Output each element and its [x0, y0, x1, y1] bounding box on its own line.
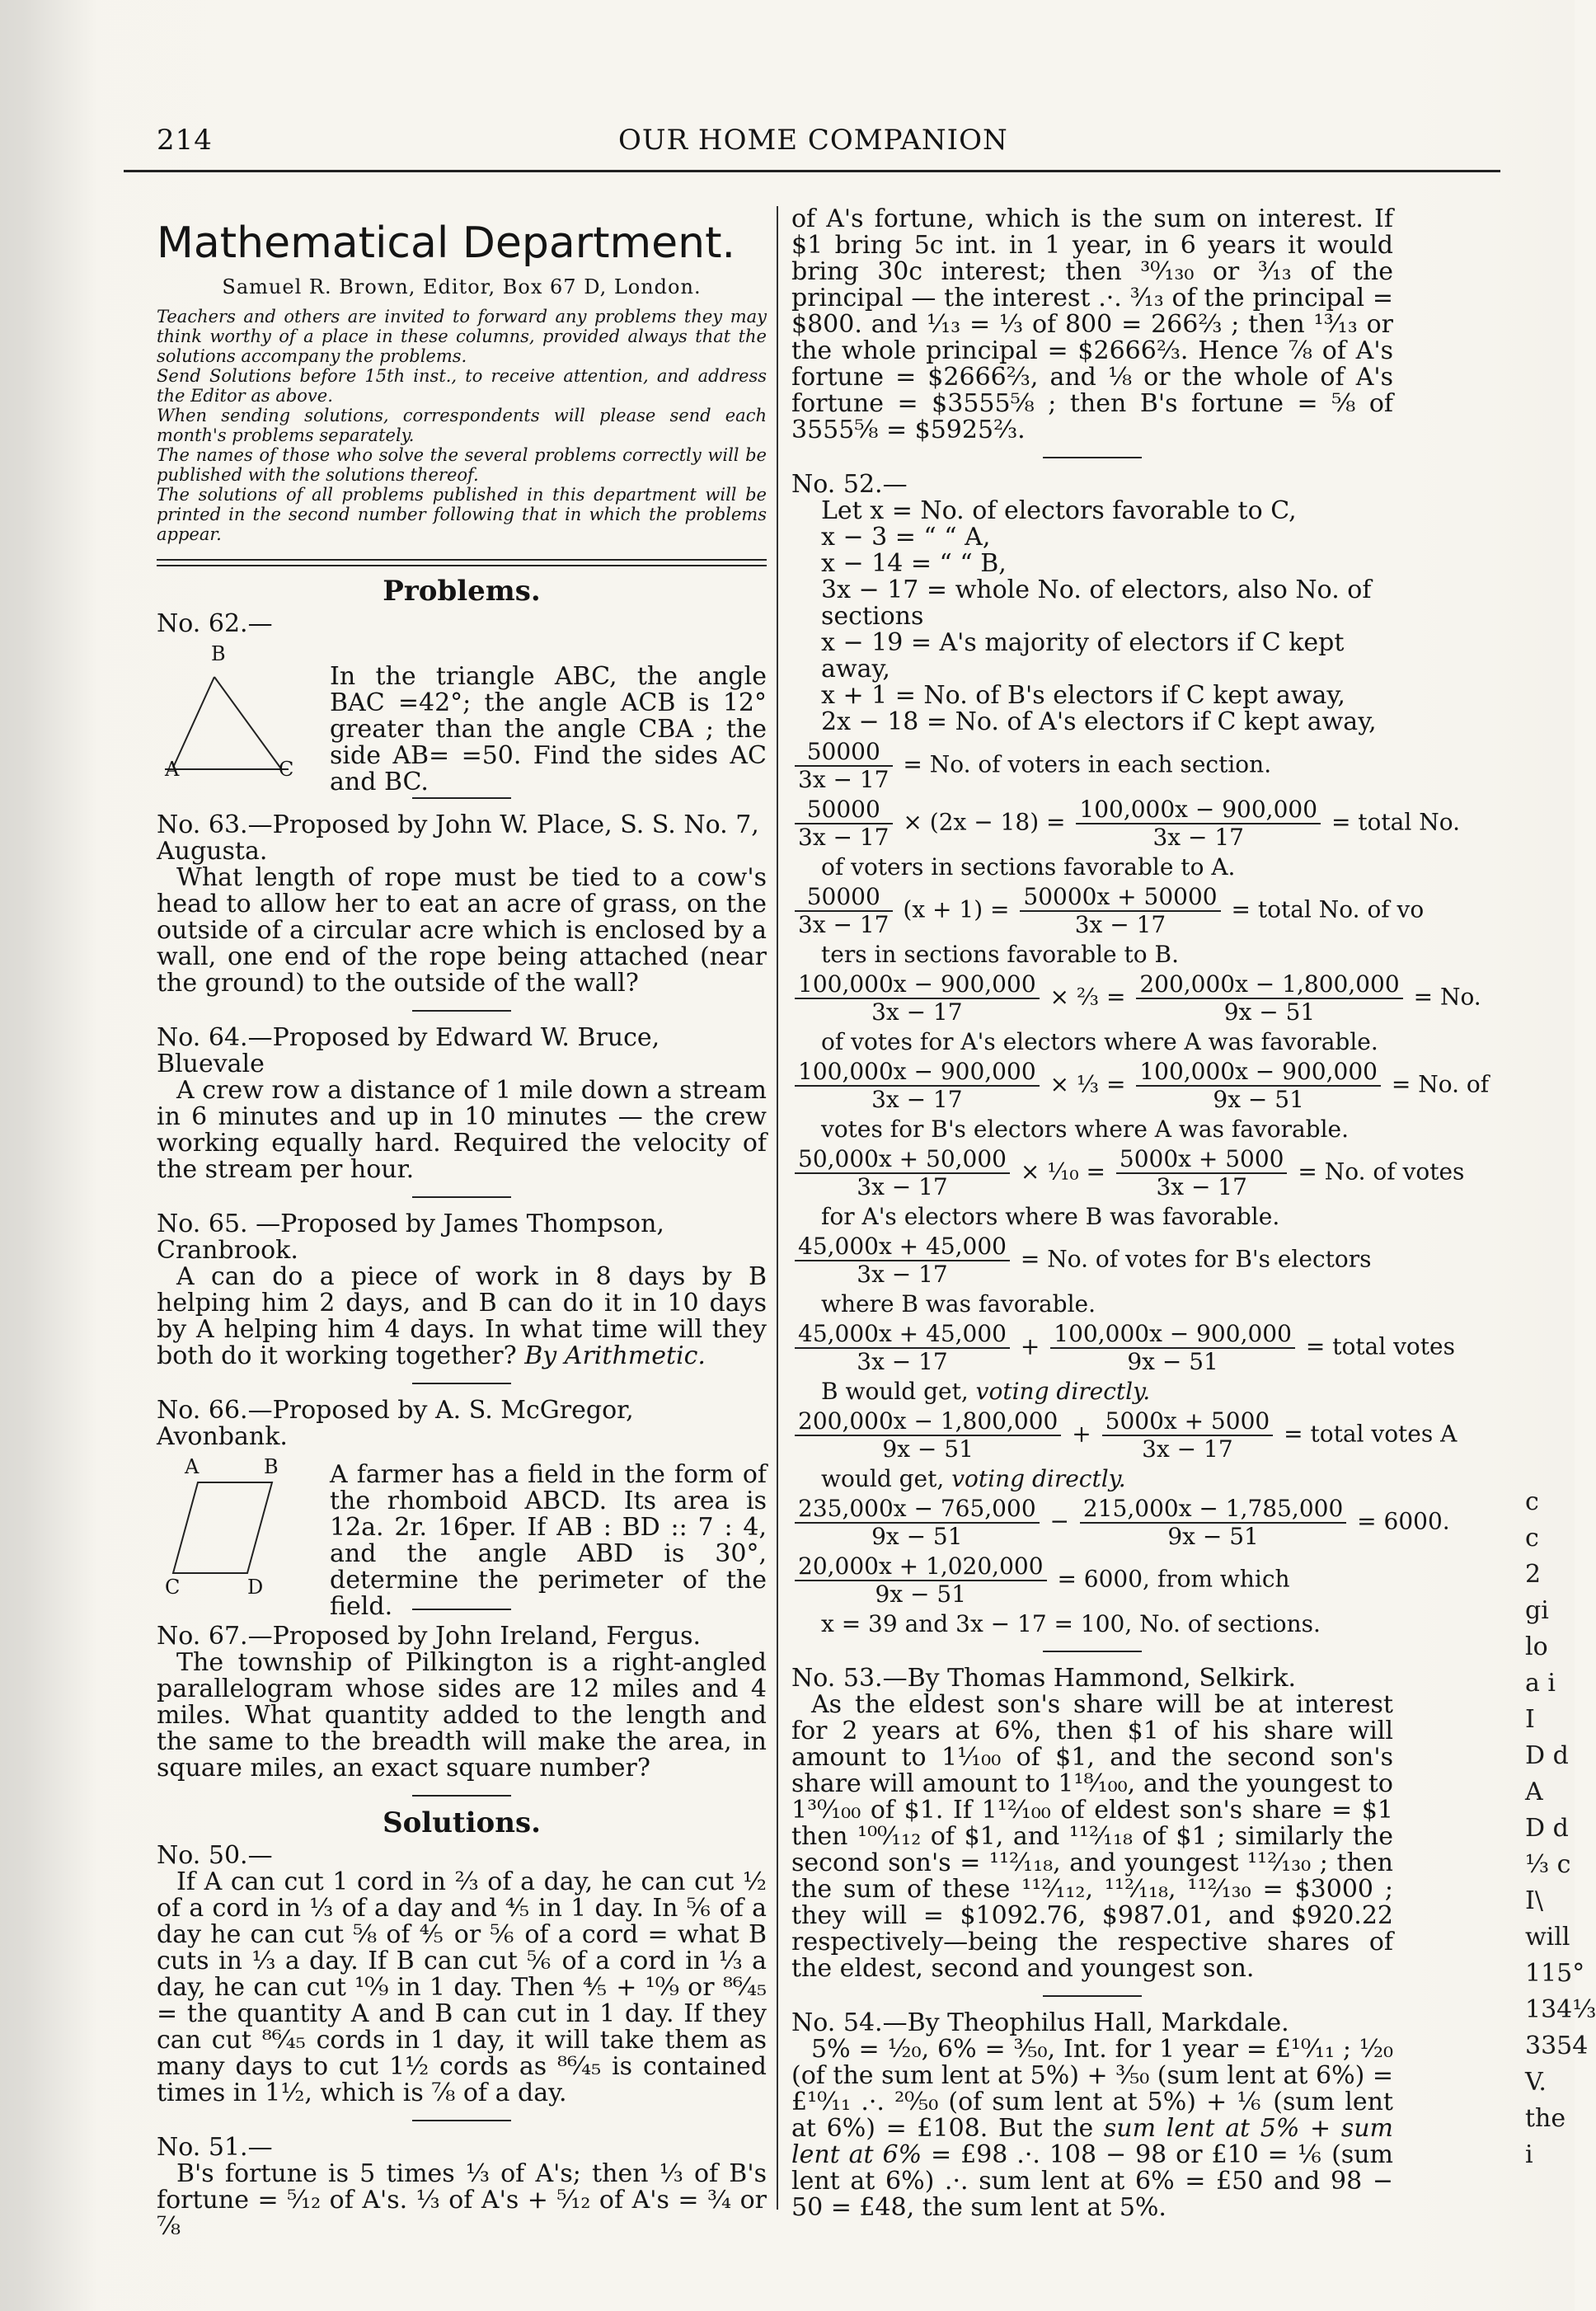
denominator: 9x − 51 — [871, 1523, 963, 1550]
problem-label: No. 65. —Proposed by James Thompson, Cranbrook. — [157, 1210, 664, 1265]
solution-continued: of A's fortune, which is the sum on interest. If $1 bring 5c int. in 1 year, in 6 years it would bring 30c interest; then ³⁰⁄₁₃₀ or ³⁄₁₃ of the principal — the interest .·. ³⁄₁₃ of the principal = $800. and ¹⁄₁₃ = ⅓ of 800 = 266⅔ ; then ¹³⁄₁₃ or the whole principal = $2666⅔. Hence ⅞ of A's fortune = $2666⅔, and ⅛ or the whole of A's fortune = $3555⅝ ; then B's fortune = ⅝ of 3555⅝ = $5925⅔. — [791, 204, 1393, 444]
fraction — [1136, 971, 1402, 1026]
equation-tail: = 6000, from which — [1057, 1565, 1290, 1593]
equation-note — [791, 1466, 1393, 1492]
rule — [412, 1010, 511, 1012]
denominator: 3x − 17 — [798, 824, 890, 851]
definition-line: x + 1 = No. of B's electors if C kept away, — [821, 681, 1345, 710]
rule — [412, 1795, 511, 1797]
equation-note: where B was favorable. — [821, 1290, 1096, 1318]
note-emphasis: voting directly. — [951, 1465, 1126, 1492]
equation-tail: = No. — [1413, 983, 1481, 1011]
equation-tail: = total No. of vo — [1231, 895, 1425, 923]
fragment: A — [1525, 1778, 1543, 1806]
denominator: 9x − 51 — [1127, 1348, 1218, 1375]
numerator: 100,000x − 900,000 — [795, 971, 1040, 999]
problem-label: No. 66.—Proposed by A. S. McGregor, Avonbank. — [157, 1396, 634, 1451]
fraction — [795, 796, 893, 851]
fragment: 134⅓ — [1525, 1995, 1596, 2024]
numerator: 20,000x + 1,020,000 — [795, 1553, 1047, 1581]
solution-text — [791, 2036, 1393, 2221]
problem-text: A farmer has a field in the form of the rhomboid ABCD. Its area is 12a. 2r. 16per. If AB : BD :: 7 : 4, and the angle ABD is 30°, determine the perimeter of the field. — [330, 1460, 767, 1621]
fragment: c — [1525, 1487, 1539, 1516]
denominator: 9x − 51 — [882, 1435, 974, 1463]
denominator: 9x − 51 — [1213, 1086, 1304, 1113]
solution-tail: = £98 .·. 108 − 98 or £10 = ⅙ (sum lent at 6%) .·. sum lent at 6% = £50 and 98 − 50 = £48, the sum lent at 5%. — [791, 2140, 1393, 2222]
fragment: 3354 — [1525, 2032, 1589, 2060]
definition-line: 2x − 18 = No. of A's electors if C kept away, — [821, 707, 1377, 736]
equation-tail: = 6000. — [1357, 1507, 1450, 1535]
numerator: 50000 — [795, 739, 893, 767]
page-header — [157, 124, 1476, 163]
equation-tail: = total votes A — [1284, 1420, 1458, 1448]
fragment: D d — [1525, 1814, 1569, 1843]
double-rule — [157, 559, 767, 566]
vertex-label: A — [185, 1455, 200, 1478]
note: The names of those who solve the several problems correctly will be published with the solutions thereof. — [157, 445, 767, 485]
definition-line: x − 3 = “ “ A, — [821, 523, 991, 552]
numerator: 200,000x − 1,800,000 — [1136, 971, 1402, 999]
equation-tail: = No. of votes — [1298, 1158, 1465, 1186]
fraction — [1116, 1146, 1288, 1200]
fragment: D d — [1525, 1741, 1569, 1770]
numerator: 50000 — [795, 796, 893, 824]
running-title: OUR HOME COMPANION — [618, 124, 1008, 157]
note-text: would get, — [821, 1465, 945, 1492]
fraction — [795, 971, 1040, 1026]
equation — [791, 883, 1425, 938]
note: Teachers and others are invited to forward any problems they may think worthy of a place in these columns, provided always that the solutions accompany the problems. — [157, 307, 767, 366]
fraction — [1102, 1408, 1274, 1463]
equation-tail: = No. of — [1391, 1070, 1490, 1098]
equation-note: of votes for A's electors where A was favorable. — [821, 1028, 1378, 1055]
right-column — [791, 204, 1490, 2226]
vertex-label: C — [279, 758, 294, 781]
fraction — [795, 1059, 1040, 1113]
definition-line: Let x = No. of electors favorable to C, — [821, 496, 1297, 525]
vertex-label: A — [165, 758, 180, 781]
rule — [1043, 1651, 1142, 1652]
column-rule — [777, 206, 778, 2210]
denominator: 3x − 17 — [1074, 911, 1166, 938]
solution-label: No. 50.— — [157, 1841, 273, 1870]
vertex-label: C — [165, 1576, 181, 1599]
problem-text: The township of Pilkington is a right-angled parallelogram whose sides are 12 miles and 4 miles. What quantity added to the length and the same to the breadth will make the area, in square miles, an exact square number? — [157, 1648, 767, 1783]
problems-heading: Problems. — [383, 575, 541, 608]
vertex-label: B — [264, 1455, 279, 1478]
equation-note: x = 39 and 3x − 17 = 100, No. of sections. — [821, 1610, 1321, 1637]
numerator: 5000x + 5000 — [1116, 1146, 1288, 1174]
equation — [791, 1058, 1490, 1113]
problem-text: A crew row a distance of 1 mile down a stream in 6 minutes and up in 10 minutes — the crew working equally hard. Required the velocity of the stream per hour. — [157, 1076, 767, 1184]
operator: − — [1049, 1507, 1070, 1535]
denominator: 3x − 17 — [1152, 824, 1244, 851]
problem-label: No. 63.—Proposed by John W. Place, S. S. No. 7, Augusta. — [157, 810, 759, 866]
denominator: 3x − 17 — [871, 998, 963, 1026]
editor-line: Samuel R. Brown, Editor, Box 67 D, London. — [222, 275, 702, 298]
equation — [791, 1407, 1458, 1463]
solution-emphasis: sum lent at 5% + sum lent at 6% — [791, 2114, 1393, 2169]
problem-tag: By Arithmetic. — [524, 1341, 706, 1370]
problem-label: No. 64.—Proposed by Edward W. Bruce, Bluevale — [157, 1023, 660, 1078]
equation-tail: = No. of voters in each section. — [903, 750, 1272, 778]
fraction — [795, 739, 893, 793]
problem-label: No. 62.— — [157, 609, 273, 638]
equation — [791, 739, 1393, 793]
problem-62 — [157, 609, 767, 796]
fragment: will — [1525, 1923, 1570, 1952]
rule — [412, 797, 511, 799]
problem-text — [157, 1264, 767, 1369]
fragment: 2 — [1525, 1560, 1542, 1589]
denominator: 3x − 17 — [857, 1348, 948, 1375]
vertex-label: B — [211, 642, 226, 665]
numerator: 100,000x − 900,000 — [1076, 796, 1321, 824]
fraction — [795, 1496, 1040, 1550]
fraction — [1020, 884, 1220, 938]
rule — [412, 1383, 511, 1384]
definition-line: x − 14 = “ “ B, — [821, 549, 1007, 578]
equation — [791, 1233, 1393, 1288]
rhomboid-figure — [157, 1478, 305, 1585]
department-title: Mathematical Department. — [157, 218, 736, 268]
solution-text: B's fortune is 5 times ⅓ of A's; then ⅓ of B's fortune = ⁵⁄₁₂ of A's. ⅓ of A's + ⁵⁄₁₂ of A's = ¾ or ⅞ — [157, 2159, 767, 2241]
problem-body: A can do a piece of work in 8 days by B helping him 2 days, and B can do it in 10 days by A helping him 4 days. In what time will they both do it working together? — [157, 1262, 767, 1370]
operator: + — [1072, 1420, 1091, 1448]
equation-note — [791, 1379, 1393, 1405]
equation-tail: = total No. — [1331, 808, 1460, 836]
denominator: 3x − 17 — [857, 1173, 948, 1200]
fraction — [795, 1408, 1061, 1463]
solution-body: 5% = ¹⁄₂₀, 6% = ³⁄₅₀, Int. for 1 year = £¹⁰⁄₁₁ ; ¹⁄₂₀ (of the sum lent at 5%) + ³⁄₅₀ (sum lent at 6%) = £¹⁰⁄₁₁ .·. ²⁰⁄₅₀ (of sum lent at 5%) + ⅙ (sum lent at 6%) = £108. But the — [791, 2035, 1393, 2143]
numerator: 200,000x − 1,800,000 — [795, 1408, 1061, 1436]
numerator: 100,000x − 900,000 — [1050, 1321, 1295, 1349]
numerator: 45,000x + 45,000 — [795, 1321, 1010, 1349]
denominator: 3x − 17 — [1142, 1435, 1233, 1463]
equation-note: for A's electors where B was favorable. — [821, 1203, 1280, 1230]
equation-note: votes for B's electors where A was favorable. — [821, 1116, 1349, 1143]
note: The solutions of all problems published in this department will be printed in the second number following that in which the problems appear. — [157, 485, 767, 544]
rule — [412, 2120, 511, 2121]
fragment: I\ — [1525, 1886, 1543, 1915]
header-rule — [124, 170, 1500, 172]
note: Send Solutions before 15th inst., to receive attention, and address the Editor as above. — [157, 366, 767, 406]
rule — [1043, 1995, 1142, 1997]
solution-text: If A can cut 1 cord in ⅔ of a day, he can cut ½ of a cord in ⅓ of a day and ⅘ in 1 day. In ⅚ of a day he can cut ⅝ of ⅘ or ⅚ of a cord = what B cuts in ⅓ a day. If B can cut ⅚ of a cord in ⅓ a day, he can cut ¹⁰⁄₉ in 1 day. Then ⅘ + ¹⁰⁄₉ or ⁸⁶⁄₄₅ = the quantity A and B can cut in 1 day. If they can cut ⁸⁶⁄₄₅ cords in 1 day, it will take them as many days to cut 1½ cords as ⁸⁶⁄₄₅ is contained times in 1½, which is ⅞ of a day. — [157, 1867, 767, 2107]
denominator: 3x − 17 — [1156, 1173, 1247, 1200]
fragment: lo — [1525, 1632, 1548, 1661]
numerator: 50000x + 50000 — [1020, 884, 1220, 912]
fragment: V. — [1525, 2068, 1547, 2097]
fragment: a i — [1525, 1669, 1556, 1698]
equation — [791, 970, 1481, 1026]
adjacent-page-fragments — [1525, 1484, 1596, 2173]
fraction — [795, 1321, 1010, 1375]
operator: × (2x − 18) = — [903, 808, 1066, 836]
fraction — [795, 884, 893, 938]
fragment: gi — [1525, 1596, 1549, 1625]
vertex-label: D — [247, 1576, 264, 1599]
fraction — [1136, 1059, 1381, 1113]
operator: × ⅒ = — [1020, 1158, 1105, 1186]
rule — [412, 1196, 511, 1198]
fraction — [795, 1233, 1010, 1288]
left-column — [157, 206, 767, 2245]
problem-label: No. 67.—Proposed by John Ireland, Fergus. — [157, 1622, 702, 1651]
denominator: 9x − 51 — [875, 1581, 967, 1608]
numerator: 5000x + 5000 — [1102, 1408, 1274, 1436]
solution-label: No. 53.—By Thomas Hammond, Selkirk. — [791, 1664, 1297, 1693]
equation — [791, 796, 1460, 851]
numerator: 235,000x − 765,000 — [795, 1496, 1040, 1524]
note-emphasis: voting directly. — [975, 1378, 1151, 1405]
operator: × ⅓ = — [1049, 1070, 1126, 1098]
fraction — [1076, 796, 1321, 851]
problem-text: In the triangle ABC, the angle BAC =42°; the angle ACB is 12° greater than the angle CBA ; the side AB= =50. Find the sides AC and BC. — [330, 662, 767, 796]
operator: (x + 1) = — [903, 895, 1010, 923]
denominator: 3x − 17 — [798, 766, 890, 793]
problem-66 — [157, 1450, 767, 1621]
denominator: 9x − 51 — [1167, 1523, 1259, 1550]
solution-label: No. 51.— — [157, 2133, 273, 2162]
denominator: 9x − 51 — [1223, 998, 1316, 1026]
equation — [791, 1320, 1455, 1375]
equation — [791, 1495, 1450, 1550]
equation-tail: = No. of votes for B's electors — [1020, 1245, 1372, 1273]
numerator: 50,000x + 50,000 — [795, 1146, 1010, 1174]
numerator: 215,000x − 1,785,000 — [1080, 1496, 1346, 1524]
fraction — [1080, 1496, 1346, 1550]
note-text: B would get, — [821, 1378, 969, 1405]
numerator: 45,000x + 45,000 — [795, 1233, 1010, 1261]
solution-text: As the eldest son's share will be at interest for 2 years at 6%, then $1 of his share will amount to 1⅟₁₀₀ of $1, and the second son's share will amount to 1¹⁸⁄₁₀₀, and the youngest to 1³⁰⁄₁₀₀ of $1. If 1¹²⁄₁₀₀ of eldest son's share = $1 then ¹⁰⁰⁄₁₁₂ of $1, and ¹¹²⁄₁₁₈ of $1 ; similarly the second son's = ¹¹²⁄₁₁₈, and youngest ¹¹²⁄₁₃₀ ; then the sum of these ¹¹²⁄₁₁₂, ¹¹²⁄₁₁₈, ¹¹²⁄₁₃₀ = $3000 ; they will = $1092.76, $987.01, and $920.22 respectively—being the respective shares of the eldest, second and youngest son. — [791, 1690, 1393, 1983]
equation-note: of voters in sections favorable to A. — [821, 853, 1236, 881]
fragment: the i — [1525, 2104, 1566, 2169]
fragment: ⅓ c — [1525, 1850, 1571, 1879]
page-number: 214 — [157, 124, 213, 157]
fragment: I — [1525, 1705, 1535, 1734]
equation-tail: = total votes — [1305, 1332, 1455, 1360]
fragment: 115° — [1525, 1959, 1585, 1988]
problem-text: What length of rope must be tied to a cow's head to allow her to eat an acre of grass, on the outside of a circular acre which is enclosed by a wall, one end of the rope being attached (near the ground) to the outside of the wall? — [157, 863, 767, 998]
solution-label: No. 54.—By Theophilus Hall, Markdale. — [791, 2008, 1289, 2037]
denominator: 3x − 17 — [798, 911, 890, 938]
numerator: 100,000x − 900,000 — [795, 1059, 1040, 1087]
fraction — [795, 1553, 1047, 1608]
equation — [791, 1553, 1393, 1608]
fraction — [1050, 1321, 1295, 1375]
solution-label: No. 52.— — [791, 470, 908, 499]
rule — [1043, 457, 1142, 458]
denominator: 3x − 17 — [871, 1086, 963, 1113]
fraction — [795, 1146, 1010, 1200]
operator: + — [1020, 1332, 1040, 1360]
numerator: 100,000x − 900,000 — [1136, 1059, 1381, 1087]
definition-line: x − 19 = A's majority of electors if C kept away, — [821, 628, 1345, 683]
solutions-heading: Solutions. — [383, 1806, 541, 1839]
denominator: 3x − 17 — [857, 1261, 948, 1288]
numerator: 50000 — [795, 884, 893, 912]
fragment: c — [1525, 1524, 1539, 1552]
definition-line: 3x − 17 = whole No. of electors, also No. of sections — [821, 575, 1372, 631]
equation-note: ters in sections favorable to B. — [821, 941, 1179, 968]
note: When sending solutions, correspondents will please send each month's problems separately. — [157, 406, 767, 445]
equation — [791, 1145, 1465, 1200]
operator: × ⅔ = — [1049, 983, 1126, 1011]
